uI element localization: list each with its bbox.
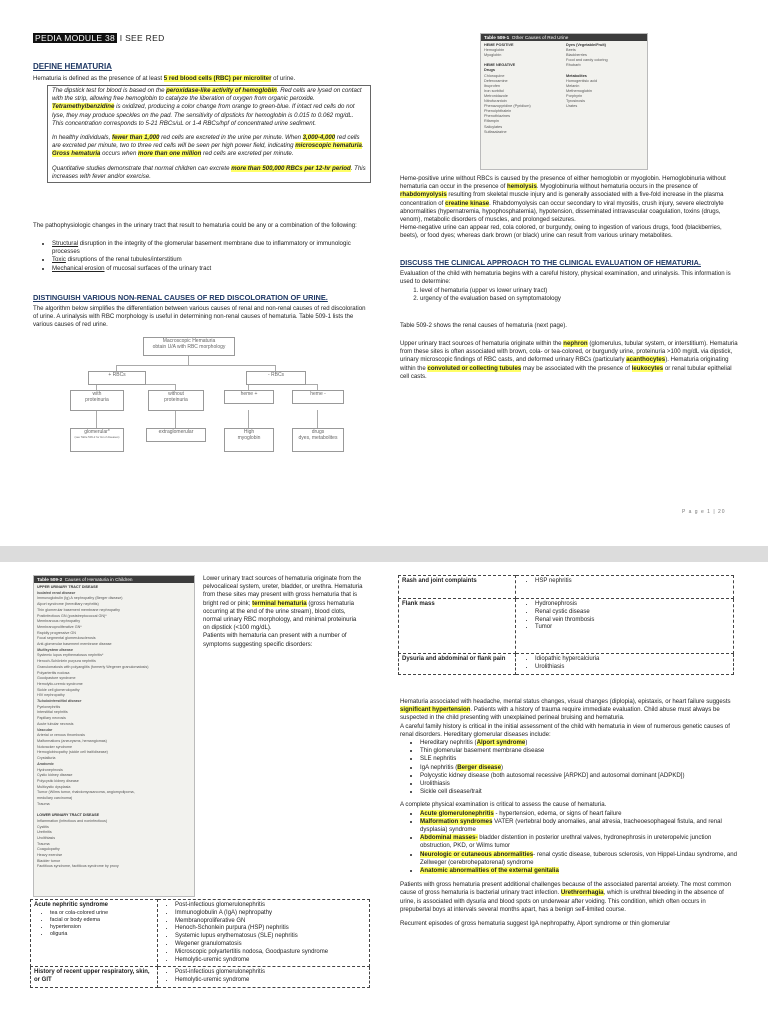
table-line: Acute tubular necrosis [37, 721, 74, 726]
table-row: History of recent upper respiratory, skin, or GIT • Post-infectious glomerulonephritis • Hemolytic-uremic syndrome [31, 967, 370, 988]
table-line: Bladder tumor [37, 858, 61, 863]
evaluation-list [406, 287, 750, 303]
table-line: Rifampin [484, 119, 499, 124]
list-item: • IgA nephritis (Berger disease) [420, 764, 738, 772]
table-line: Immunoglobulin (Ig) A nephropathy (Berger disease) [37, 596, 123, 601]
table-line: Anatomic [37, 761, 54, 766]
table-509-2 [33, 575, 195, 897]
table-line: Henoch-Schönlein purpura nephritis [37, 659, 96, 664]
evaluation-text: Evaluation of the child with hematuria begins with a careful history, physical examination, and urinalysis. This information is used to determine: [400, 270, 731, 286]
table-line: Deferoxamine [484, 78, 508, 83]
table-509-1 [480, 33, 648, 170]
table-line: Tubulointerstitial disease [37, 699, 82, 704]
flow-glomerular: glomerular* (see Table 509-2 for list of diseases) [70, 428, 124, 452]
table-line: Iron sorbitol [484, 88, 504, 93]
symptom-table-right [398, 575, 734, 675]
table-line: Isolated renal disease [37, 590, 76, 595]
flow-with-proteinuria: with proteinuria [70, 390, 124, 411]
table-line: Goodpasture syndrome [37, 676, 76, 681]
list-item: • Mechanical erosion of mucosal surfaces of the urinary tract [52, 265, 378, 273]
list-item: • Hereditary nephritis (Alport syndrome) [420, 739, 738, 747]
flow-without-proteinuria: without proteinuria [148, 390, 204, 411]
table-line: Polyarteritis nodosa [37, 670, 70, 675]
table-line: Urates [566, 104, 578, 109]
table-line: Porphyrin [566, 93, 583, 98]
lower-tract-text: Lower urinary tract sources of hematuria originate from the pelvocaliceal system, ureter, bladder, or urethra. Hematuria from these sites may present with gross hematuria that is bright red or pink; terminal hematuria (gross hematuria occurring at the end of the urine stream), blood clots, normal urinary RBC morphology, and minimal proteinuria on dipstick (<100 mg/dL). Patients with hematuria can present with a number of symptoms suggesting specific disorders: [203, 575, 363, 648]
table-line: Factitious syndrome, factitious syndrome by proxy [37, 864, 119, 869]
table-line: Urolithiasis [37, 835, 56, 840]
table-left-column [481, 41, 563, 137]
list-item: • SLE nephritis [420, 755, 738, 763]
table-line: HEME NEGATIVE [484, 63, 516, 68]
table-line: Crystalluria [37, 756, 56, 761]
document-page-2 [0, 562, 768, 1024]
table-line: Myoglobin [484, 53, 502, 58]
table-line: Trauma [37, 801, 50, 806]
flow-high-myoglobin: High myoglobin [224, 428, 274, 452]
table-line: Multicystic dysplasia [37, 784, 71, 789]
table-line: Rhubarb [566, 63, 581, 68]
heme-positive-text: Heme-positive urine without RBCs is caused by the presence of either hemoglobin or myoglobin. Hemoglobinuria without hematuria can occur in the presence of hemolysis. Myoglobinuria without hematuria occurs in the presence of rhabdomyolysis resulting from skeletal muscle injury and is generally associated with a five-fold increase in the plasma concentration of creatine kinase. Rhabdomyolysis can occur secondary to viral myositis, crush injury, severe electrolyte abnormalities (hypernatremia, hypophosphatemia), hypotension, disseminated intravascular coagulation, toxins (drugs, venom), metabolic disorders of muscles, and prolonged seizures. Heme-negative urine can appear red, cola colored, or burgundy, owing to ingestion of various drugs, food (blackberries, beets), or food dyes; whereas dark brown (or black) urine can result from various urinary metabolites. [400, 175, 726, 240]
pathophysiology-text: The pathophysiologic changes in the urinary tract that result to hematuria could be any or a combination of the following: [33, 222, 357, 229]
table-line: Multisystem disease [37, 647, 73, 652]
table-title: Table 509-2 Causes of Hematuria in Children [34, 576, 194, 583]
flow-drugs: drugs dyes, metabolites [292, 428, 344, 452]
pathophysiology-list [38, 240, 378, 273]
table-line: Salicylates [484, 124, 503, 129]
flow-heme-minus: heme - [292, 390, 344, 404]
table-line: Thin glomerular basement membrane nephropathy [37, 607, 121, 612]
dipstick-paragraph: The dipstick test for blood is based on the peroxidase-like activity of hemoglobin. Red cells are lysed on contact with the strip, allowing free hemoglobin to catalyze the liberation of oxygen from organic peroxide. Tetramethylbenzidine is oxidized, producing a color change from orange to green-blue. If intact red cells do not lyse, they may produce speckles on the pad. The sensitivity of dipsticks for hemoglobin is 0.015 to 0.062 mg/dL. This concentration corresponds to 5-21 RBCs/uL or 1-4 RBCs/hpf of concentrated urine sediment. [52, 87, 362, 127]
define-hematuria-heading: DEFINE HEMATURIA [33, 62, 112, 71]
table-line: Chloroquine [484, 73, 505, 78]
table-line: Inflammation (infectious and noninfectious) [37, 818, 108, 823]
dipstick-info-box [47, 85, 371, 183]
table-reference: Table 509-2 shows the renal causes of hematuria (next page). [400, 322, 567, 329]
table-line: Beets [566, 48, 576, 53]
symptom-table-left [30, 899, 370, 988]
quantitative-paragraph: Quantitative studies demonstrate that normal children can excrete more than 500,000 RBCs per 12-hr period. This increases with fever and/or exercise. [52, 164, 366, 180]
table-body [34, 583, 194, 872]
table-line: Sickle cell glomerulopathy [37, 687, 80, 692]
excretion-paragraph: In healthy individuals, fewer than 1,000 red cells are excreted in the urine per minute. When 3,000-4,000 red cells are excreted per minute, two to three red cells will be seen per high power field, indicating microscopic hematuria. Gross hematuria occurs when more than one million red cells are excreted per minute. [52, 134, 364, 158]
table-right-column [563, 41, 647, 137]
flow-minus-rbc: - RBCs [246, 371, 306, 385]
table-line: Dyes (Vegetable/Fruit) [566, 43, 606, 47]
distinguish-heading: DISTINGUISH VARIOUS NON-RENAL CAUSES OF RED DISCOLORATION OF URINE. [33, 293, 328, 302]
list-item: • Abdominal masses- bladder distention in posterior urethral valves, hydronephrosis in ureteropelvic junction obstruction, PKD, or Wilms tumor [420, 834, 738, 850]
distinguish-text: The algorithm below simplifies the differentiation between various causes of renal and non-renal causes of red discoloration of urine. A urinalysis with RBC morphology is useful in determining non-renal causes of hematuria. Table 509-1 lists the various causes of red urine. [33, 305, 366, 329]
table-line: UPPER URINARY TRACT DISEASE [37, 585, 99, 589]
table-line: Methemoglobin [566, 88, 592, 93]
table-line: Postinfectious GN (poststreptococcal GN)* [37, 613, 107, 618]
table-line: Polycystic kidney disease [37, 778, 79, 783]
table-line: Membranous nephropathy [37, 619, 81, 624]
flow-root: Macroscopic Hematuria obtain U/A with RBC morphology [143, 337, 235, 356]
hereditary-list [400, 739, 738, 796]
table-line: Interstitial nephritis [37, 710, 68, 715]
clinical-text [400, 698, 738, 928]
table-row: Dysuria and abdominal or flank pain • Idiopathic hypercalciuria • Urolithiasis [399, 654, 734, 675]
upper-tract-text: Upper urinary tract sources of hematuria originate within the nephron (glomerulus, tubular system, or interstitium). Hematuria from these sites is often associated with brown, cola- or tea-colored, or burgundy urine, proteinuria >100 mg/dL via dipstick, urinary microscopic findings of RBC casts, and deformed urinary RBCs (particularly acanthocytes). Hematuria originating within the convoluted or collecting tubules may be associated with the presence of leukocytes or renal tubular epithelial cell casts. [400, 340, 738, 380]
table-line: Systemic lupus erythematosus nephritis* [37, 653, 104, 658]
table-line: Tyrosinosis [566, 99, 586, 104]
discuss-heading: DISCUSS THE CLINICAL APPROACH TO THE CLINICAL EVALUATION OF HEMATURIA. [400, 258, 701, 267]
table-line: HEME POSITIVE [484, 43, 514, 47]
list-item: 1. level of hematuria (upper vs lower urinary tract) [420, 287, 750, 295]
flow-plus-rbc: + RBCs [88, 371, 146, 385]
table-line: Hemolytic-uremic syndrome [37, 681, 83, 686]
table-line: Melanin [566, 83, 580, 88]
list-item: • Toxic disruptions of the renal tubules/interstitium [52, 256, 378, 264]
list-item: • Sickle cell disease/trait [420, 788, 738, 796]
table-line: Hemoglobin [484, 48, 505, 53]
table-line: Vascular [37, 727, 53, 732]
table-line: Arterial or venous thrombosis [37, 733, 85, 738]
table-line: Focal segmental glomerulosclerosis [37, 636, 96, 641]
table-line: Urethritis [37, 830, 52, 835]
table-line: Nutcracker syndrome [37, 744, 73, 749]
table-line: Granulomatosis with polyangiitis (formerly Wegener granulomatosis) [37, 664, 149, 669]
table-line: Food and candy coloring [566, 58, 608, 63]
table-line: Cystitis [37, 824, 49, 829]
table-line: Sulfasalazine [484, 129, 507, 134]
table-line: Membranoproliferative GN* [37, 624, 82, 629]
table-line: HIV nephropathy [37, 693, 65, 698]
physical-exam-list [400, 810, 738, 876]
list-item: • Polycystic kidney disease (both autosomal recessive [ARPKD] and autosomal dominant [ADPKD]) [420, 772, 738, 780]
list-item: • Malformation syndromes VATER (vertebral body anomalies, anal atresia, tracheoesophageal fistula, and renal dysplasia) syndrome [420, 818, 738, 834]
flow-heme-plus: heme + [224, 390, 274, 404]
define-intro: Hematuria is defined as the presence of at least 5 red blood cells (RBC) per microliter of urine. [33, 75, 296, 82]
table-line: Phenothiazines [484, 114, 510, 119]
list-item: 2. urgency of the evaluation based on symptomatology [420, 295, 750, 303]
table-row: Flank mass • Hydronephrosis • Renal cystic disease • Renal vein thrombosis • Tumor [399, 599, 734, 654]
table-line: Drugs [484, 68, 495, 73]
flow-extraglomerular: extraglomerular [146, 428, 206, 442]
table-line: LOWER URINARY TRACT DISEASE [37, 813, 100, 818]
table-line: Cystic kidney disease [37, 773, 73, 778]
table-line: Blackberries [566, 53, 587, 58]
list-item: • Urolithiasis [420, 780, 738, 788]
table-title: Table 509-1 Other Causes of Red Urine [481, 34, 647, 41]
list-item: • Neurologic or cutaneous abnormalities- renal cystic disease, tuberous sclerosis, von Hippel-Lindau syndrome, and Zellweger (cerebrohepatorenal) syndrome [420, 851, 738, 867]
recurrent-paragraph: Recurrent episodes of gross hematuria suggest IgA nephropathy, Alport syndrome or thin glomerular [400, 920, 671, 928]
table-line: Rapidly progressive GN [37, 630, 76, 635]
table-line: Phenolphthalein [484, 109, 512, 114]
family-history-paragraph: A careful family history is critical in the initial assessment of the child with hematuria in view of numerous genetic causes of renal disorders. Hereditary glomerular diseases include: [400, 722, 730, 738]
page-number: P a g e 1 | 20 [682, 509, 726, 515]
table-line: Homogentisic acid [566, 78, 598, 83]
table-line: Alport syndrome (hereditary nephritis) [37, 602, 99, 607]
table-line: Tumor (Wilms tumor, rhabdomyosarcoma, angiomyolipoma, [37, 790, 135, 795]
table-line: Metronidazole [484, 93, 508, 98]
table-line: Pyelonephritis [37, 704, 61, 709]
table-line: Phenazopyridine (Pyridium) [484, 104, 531, 109]
list-item: • Thin glomerular basement membrane disease [420, 747, 738, 755]
table-line: Anti-glomerular basement membrane disease [37, 642, 112, 647]
table-row: Acute nephritic syndrome • tea or cola-colored urine • facial or body edema • hypertension • oliguria • Post-infectious glomerulonephritis • Immunoglobulin A (IgA) nephropathy • Membranoproliferative GN • Henoch-Schonlein purpura (HSP) nephritis • Systemic lupus erythematosus (SLE) nephritis • Wegener granulomatosis • Microscopic polyartertitis nodosa, Goodpasture syndrome • Hemolytic-uremic syndrome [31, 900, 370, 967]
table-line: Heavy exercise [37, 853, 63, 858]
list-item: • Anatomic abnormalities of the external genitalia [420, 867, 738, 875]
physical-exam-paragraph: A complete physical examination is critical to assess the cause of hematuria. [400, 801, 607, 809]
module-title: PEDIA MODULE 38 I SEE RED [35, 33, 165, 43]
list-item: • Acute glomerulonephritis - hypertension, edema, or signs of heart failure [420, 810, 738, 818]
table-line: Ibuprofen [484, 83, 501, 88]
table-line: Papillary necrosis [37, 716, 66, 721]
list-item: • Structural disruption in the integrity of the glomerular basement membrane due to inflammatory or immunologic processes [52, 240, 378, 256]
hematuria-flowchart [74, 337, 338, 457]
table-line: Malformations (aneurysms, hemangiomas) [37, 738, 107, 743]
table-line: Metabolites [566, 73, 587, 78]
table-row: Rash and joint complaints • HSP nephritis [399, 576, 734, 599]
table-line: Nitrofurantoin [484, 99, 507, 104]
table-line: Trauma [37, 841, 50, 846]
table-line: Hydronephrosis [37, 767, 63, 772]
table-line: Hemoglobinopathy (sickle cell trait/disease) [37, 750, 108, 755]
table-line: Coagulopathy [37, 847, 60, 852]
table-line: medullary carcinoma) [37, 796, 73, 801]
gross-hematuria-paragraph: Patients with gross hematuria present additional challenges because of the associated parental anxiety. The most common cause of gross hematuria is bacterial urinary tract infection. Urethrorrhagia, which is urethral bleeding in the absence of urine, is associated with dysuria and blood spots on underwear after voiding. This condition, which often occurs in prepubertal boys at intervals several months apart, has a benign self-limited course. [400, 881, 732, 913]
hypertension-paragraph: Hematuria associated with headache, mental status changes, visual changes (diplopia), epistaxis, or heart failure suggests significant hypertension. Patients with a history of trauma require immediate evaluation. Child abuse must always be suspected in the child presenting with unexplained perineal bruising and hematuria. [400, 698, 731, 722]
